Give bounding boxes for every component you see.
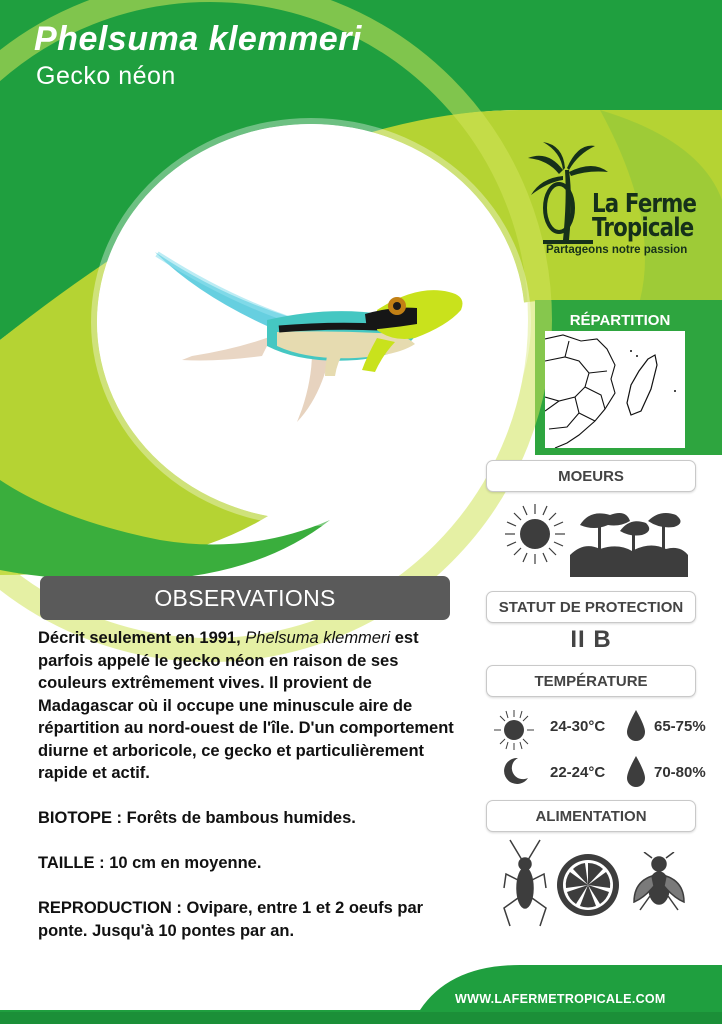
- taille-line: [38, 852, 458, 875]
- moeurs-label: MOEURS: [486, 460, 696, 492]
- day-sun-icon: [492, 708, 536, 752]
- day-temperature: 24-30°C: [550, 718, 606, 735]
- moon-icon: [500, 756, 530, 786]
- night-humidity: 70-80%: [654, 764, 706, 781]
- taille-value: 10 cm en moyenne.: [104, 854, 262, 872]
- protection-label: STATUT DE PROTECTION: [486, 591, 696, 623]
- fruit-slice-icon: [555, 852, 621, 918]
- cricket-icon: [500, 838, 550, 928]
- night-temperature: 22-24°C: [550, 764, 606, 781]
- logo-line1: La Ferme: [592, 189, 697, 219]
- observations-text: [38, 627, 458, 942]
- distribution-map: [545, 331, 685, 448]
- madagascar-map-icon: [545, 331, 685, 448]
- biotope-label: BIOTOPE :: [38, 809, 123, 827]
- reproduction-label: REPRODUCTION :: [38, 899, 182, 917]
- intro-prefix: Décrit seulement en 1991,: [38, 629, 246, 647]
- temperature-label: TEMPÉRATURE: [486, 665, 696, 697]
- repartition-title: RÉPARTITION: [569, 312, 671, 329]
- night-humidity-drop-icon: [625, 756, 647, 788]
- protection-status-value: II B: [570, 626, 612, 653]
- gecko-photo: [97, 124, 525, 520]
- intro-rest: est parfois appelé le gecko néon en raison de ses couleurs extrêmement vives. Il provient de Madagascar où il occupe une minuscule aire de répartition au nord-ouest de l'île. D'un comportement diurne et arboricole, ce gecko et particulièrement rapide et actif.: [38, 629, 454, 782]
- reproduction-line: [38, 897, 458, 942]
- alimentation-label: ALIMENTATION: [486, 800, 696, 832]
- taille-label: TAILLE :: [38, 854, 105, 872]
- day-humidity: 65-75%: [654, 718, 706, 735]
- common-name: Gecko néon: [36, 62, 176, 90]
- gecko-illustration: [97, 124, 525, 520]
- logo-line2: Tropicale: [592, 213, 694, 243]
- forest-trees-icon: [570, 505, 688, 577]
- observations-intro: [38, 627, 458, 785]
- fly-icon: [630, 852, 688, 914]
- intro-species: Phelsuma klemmeri: [245, 629, 391, 647]
- logo-tagline: Partageons notre passion: [546, 244, 688, 256]
- species-name: Phelsuma klemmeri: [34, 20, 362, 58]
- biotope-line: [38, 807, 458, 830]
- sun-icon: [503, 502, 567, 566]
- day-humidity-drop-icon: [625, 710, 647, 742]
- reproduction-value: Ovipare, entre 1 et 2 oeufs par ponte. Jusqu'à 10 pontes par an.: [38, 899, 424, 940]
- website-link[interactable]: WWW.LAFERMETROPICALE.COM: [455, 992, 666, 1006]
- biotope-value: Forêts de bambous humides.: [122, 809, 356, 827]
- observations-header: OBSERVATIONS: [40, 576, 450, 620]
